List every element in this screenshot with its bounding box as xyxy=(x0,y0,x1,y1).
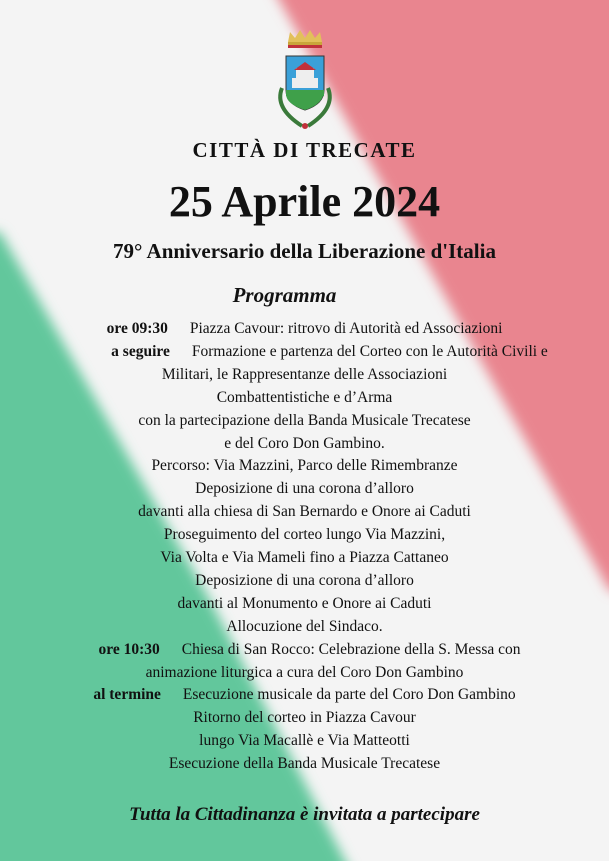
program-line xyxy=(0,595,609,613)
program-line xyxy=(5,641,609,659)
event-date-title: 25 Aprile 2024 xyxy=(168,177,441,226)
program-text: Percorso: Via Mazzini, Parco delle Rimembranze xyxy=(151,457,458,475)
program-text: Proseguimento del corteo lungo Via Mazzini, xyxy=(163,526,446,544)
program-text: lungo Via Macallè e Via Matteotti xyxy=(199,732,410,750)
invitation-footer: Tutta la Cittadinanza è invitata a partecipare xyxy=(129,804,480,825)
program-line xyxy=(0,572,609,590)
program-line xyxy=(0,412,609,430)
program-text: Piazza Cavour: ritrovo di Autorità ed Associazioni xyxy=(189,320,503,337)
program-time: a seguire xyxy=(111,342,170,360)
program-time: ore 09:30 xyxy=(106,320,168,337)
program-text: animazione liturgica a cura del Coro Don Gambino xyxy=(145,663,464,681)
program-time: al termine xyxy=(93,686,161,704)
program-text: davanti alla chiesa di San Bernardo e Onore ai Caduti xyxy=(138,503,471,521)
program-text: Deposizione di una corona d’alloro xyxy=(195,480,414,498)
program-line xyxy=(0,503,609,521)
program-text: Esecuzione musicale da parte del Coro Don Gambino xyxy=(182,686,516,704)
program-line xyxy=(0,389,609,407)
program-text: Formazione e partenza del Corteo con le Autorità Civili e xyxy=(191,342,548,360)
program-line xyxy=(0,709,609,727)
program-text: Via Volta e Via Mameli fino a Piazza Cattaneo xyxy=(160,549,449,566)
program-text: Esecuzione della Banda Musicale Trecatese xyxy=(168,755,441,773)
program-text: Ritorno del corteo in Piazza Cavour xyxy=(193,709,416,727)
program-text: Militari, le Rappresentanze delle Associazioni xyxy=(161,365,448,383)
program-text: Chiesa di San Rocco: Celebrazione della S. Messa con xyxy=(181,640,521,658)
program-line xyxy=(0,618,609,636)
program-line xyxy=(0,435,609,453)
program-line xyxy=(0,457,609,475)
program-line xyxy=(25,343,609,361)
program-line xyxy=(0,320,609,338)
program-line xyxy=(0,366,609,384)
program-line xyxy=(0,664,609,682)
program-line xyxy=(0,526,609,544)
anniversary-subtitle: 79° Anniversario della Liberazione d'Italia xyxy=(113,239,496,263)
program-line xyxy=(0,755,609,773)
program-text: Allocuzione del Sindaco. xyxy=(226,617,383,635)
program-text: davanti al Monumento e Onore ai Caduti xyxy=(177,594,432,612)
program-line xyxy=(0,549,609,567)
city-name: CITTÀ DI TRECATE xyxy=(192,138,417,162)
program-line xyxy=(0,480,609,498)
programma-heading: Programma xyxy=(232,283,337,307)
city-coat-of-arms-logo xyxy=(268,28,342,136)
program-line xyxy=(0,686,609,704)
program-text: e del Coro Don Gambino. xyxy=(224,434,385,452)
program-text: Deposizione di una corona d’alloro xyxy=(195,571,414,589)
program-time: ore 10:30 xyxy=(98,640,160,658)
program-text: con la partecipazione della Banda Musicale Trecatese xyxy=(138,411,471,429)
program-line xyxy=(0,732,609,750)
program-text: Combattentistiche e d’Arma xyxy=(216,388,393,406)
